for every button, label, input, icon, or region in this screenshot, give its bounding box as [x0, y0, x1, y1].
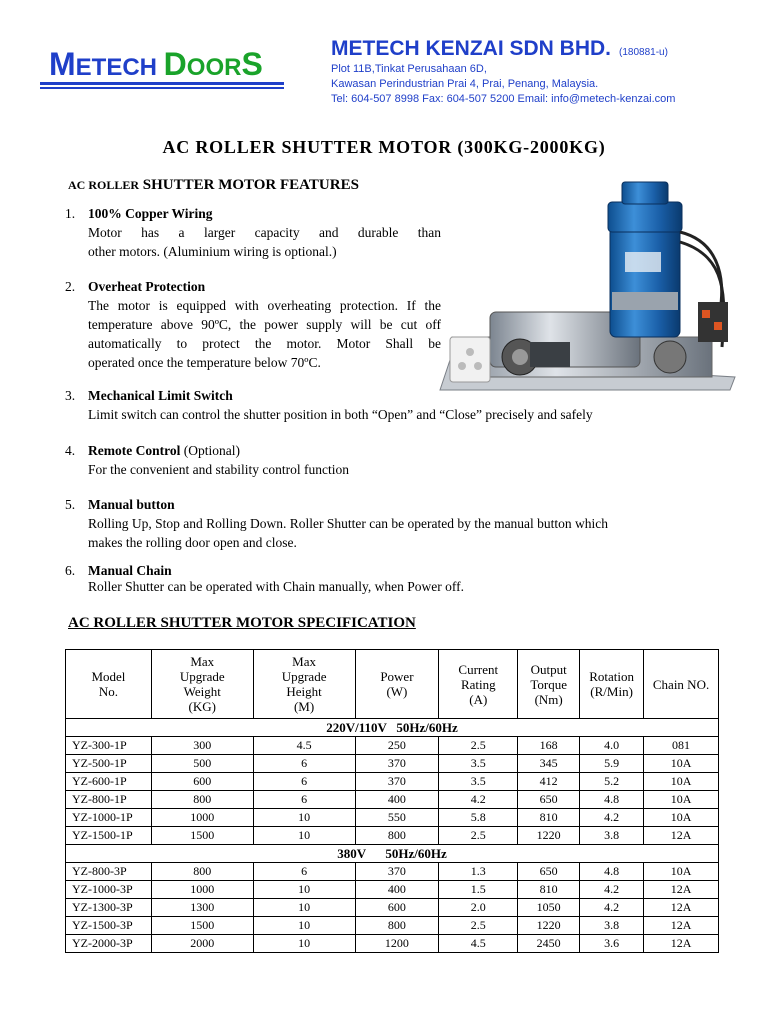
table-cell: 400 — [355, 791, 439, 809]
table-cell: 800 — [355, 917, 439, 935]
table-cell: 6 — [253, 791, 355, 809]
table-cell: 4.2 — [439, 791, 518, 809]
company-name-line — [331, 37, 675, 61]
features-heading-part: AC ROLLER — [68, 178, 140, 192]
table-cell: 10 — [253, 935, 355, 953]
table-cell: 168 — [518, 737, 580, 755]
table-cell: 500 — [151, 755, 253, 773]
table-cell: 3.5 — [439, 773, 518, 791]
table-cell: 600 — [151, 773, 253, 791]
table-cell: 10 — [253, 917, 355, 935]
table-cell: 1500 — [151, 917, 253, 935]
table-row — [66, 917, 719, 935]
table-cell: 10A — [644, 755, 719, 773]
feature-number: 6. — [65, 563, 76, 578]
company-reg-no: (180881-u) — [619, 47, 668, 58]
model-cell: YZ-500-1P — [66, 755, 152, 773]
voltage-group-label: 380V 50Hz/60Hz — [66, 845, 719, 863]
table-cell: 5.2 — [580, 773, 644, 791]
feature-text: operated once the temperature below 70ºC. — [88, 355, 321, 370]
feature-number: 5. — [65, 497, 76, 512]
address-line: Kawasan Perindustrian Prai 4, Prai, Penang, Malaysia. — [331, 78, 599, 90]
column-header: Max Upgrade Height (M) — [253, 650, 355, 719]
table-cell: 10A — [644, 809, 719, 827]
table-cell: 3.6 — [580, 935, 644, 953]
feature-item — [65, 563, 725, 595]
table-row — [66, 827, 719, 845]
table-cell: 1000 — [151, 881, 253, 899]
table-cell: 10A — [644, 773, 719, 791]
table-cell: 1.5 — [439, 881, 518, 899]
table-cell: 081 — [644, 737, 719, 755]
logo-letter: S — [241, 46, 263, 82]
table-cell: 1220 — [518, 827, 580, 845]
feature-item — [65, 441, 725, 479]
voltage-group-label: 220V/110V 50Hz/60Hz — [66, 719, 719, 737]
logo-text: ETECH — [75, 54, 157, 81]
table-cell: 3.8 — [580, 917, 644, 935]
table-cell: 6 — [253, 863, 355, 881]
table-cell: 370 — [355, 863, 439, 881]
feature-item — [65, 204, 441, 261]
table-cell: 10A — [644, 791, 719, 809]
table-cell: 1220 — [518, 917, 580, 935]
table-cell: 2.5 — [439, 917, 518, 935]
table-cell: 2000 — [151, 935, 253, 953]
table-cell: 12A — [644, 881, 719, 899]
feature-title: Mechanical Limit Switch — [88, 388, 233, 403]
table-cell: 810 — [518, 809, 580, 827]
feature-note: (Optional) — [180, 443, 240, 458]
table-row — [66, 755, 719, 773]
table-cell: 10 — [253, 881, 355, 899]
model-cell: YZ-1300-3P — [66, 899, 152, 917]
table-row — [66, 935, 719, 953]
table-cell: 4.8 — [580, 791, 644, 809]
model-cell: YZ-800-3P — [66, 863, 152, 881]
column-header: Chain NO. — [644, 650, 719, 719]
column-header: Power (W) — [355, 650, 439, 719]
table-cell: 300 — [151, 737, 253, 755]
features-heading-part: SHUTTER MOTOR FEATURES — [142, 177, 359, 193]
table-cell: 345 — [518, 755, 580, 773]
table-cell: 4.2 — [580, 809, 644, 827]
table-cell: 4.5 — [253, 737, 355, 755]
table-row — [66, 863, 719, 881]
logo-letter: M — [49, 46, 76, 82]
model-cell: YZ-1000-1P — [66, 809, 152, 827]
logo-text: OOR — [186, 54, 242, 81]
feature-number: 2. — [65, 279, 76, 294]
table-cell: 650 — [518, 863, 580, 881]
feature-text: Limit switch can control the shutter position in both “Open” and “Close” precisely and safely — [88, 407, 593, 422]
feature-item — [65, 277, 441, 372]
table-cell: 12A — [644, 935, 719, 953]
table-cell: 1000 — [151, 809, 253, 827]
table-row — [66, 899, 719, 917]
specification-table — [65, 649, 719, 953]
model-cell: YZ-1000-3P — [66, 881, 152, 899]
table-cell: 370 — [355, 773, 439, 791]
table-cell: 5.9 — [580, 755, 644, 773]
table-cell: 800 — [151, 863, 253, 881]
table-cell: 5.8 — [439, 809, 518, 827]
logo-underline — [40, 82, 284, 89]
table-cell: 10 — [253, 809, 355, 827]
feature-title: Overheat Protection — [88, 279, 206, 294]
table-cell: 4.8 — [580, 863, 644, 881]
model-cell: YZ-1500-3P — [66, 917, 152, 935]
column-header: Current Rating (A) — [439, 650, 518, 719]
table-group-row — [66, 845, 719, 863]
motor-product-photo — [430, 172, 742, 397]
table-cell: 1.3 — [439, 863, 518, 881]
table-header-row — [66, 650, 719, 719]
feature-title: 100% Copper Wiring — [88, 206, 213, 221]
table-cell: 4.2 — [580, 899, 644, 917]
column-header: Max Upgrade Weight (KG) — [151, 650, 253, 719]
table-cell: 2450 — [518, 935, 580, 953]
table-cell: 10A — [644, 863, 719, 881]
table-cell: 12A — [644, 899, 719, 917]
column-header: Rotation (R/Min) — [580, 650, 644, 719]
feature-item — [65, 495, 725, 552]
table-row — [66, 809, 719, 827]
column-header: Model No. — [66, 650, 152, 719]
document-title: AC ROLLER SHUTTER MOTOR (300KG-2000KG) — [162, 137, 606, 157]
table-cell: 10 — [253, 899, 355, 917]
table-body — [66, 719, 719, 953]
company-logo — [49, 48, 263, 80]
table-cell: 800 — [151, 791, 253, 809]
table-cell: 3.8 — [580, 827, 644, 845]
table-cell: 12A — [644, 917, 719, 935]
table-row — [66, 737, 719, 755]
table-cell: 6 — [253, 773, 355, 791]
features-heading — [68, 177, 359, 194]
logo-letter: D — [163, 46, 187, 82]
feature-text: other motors. (Aluminium wiring is optional.) — [88, 244, 337, 259]
specification-heading: AC ROLLER SHUTTER MOTOR SPECIFICATION — [68, 615, 416, 631]
table-row — [66, 881, 719, 899]
model-cell: YZ-800-1P — [66, 791, 152, 809]
table-cell: 800 — [355, 827, 439, 845]
table-cell: 1200 — [355, 935, 439, 953]
table-cell: 1050 — [518, 899, 580, 917]
feature-text: automatically to protect the motor. Motor Shall be — [88, 336, 441, 351]
feature-number: 4. — [65, 443, 76, 458]
table-cell: 4.2 — [580, 881, 644, 899]
feature-text: Rolling Up, Stop and Rolling Down. Roller Shutter can be operated by the manual button which — [88, 516, 609, 531]
model-cell: YZ-300-1P — [66, 737, 152, 755]
table-cell: 3.5 — [439, 755, 518, 773]
table-cell: 2.5 — [439, 737, 518, 755]
table-cell: 12A — [644, 827, 719, 845]
table-cell: 600 — [355, 899, 439, 917]
feature-text: Motor has a larger capacity and durable than — [88, 225, 441, 240]
model-cell: YZ-1500-1P — [66, 827, 152, 845]
feature-title: Manual Chain — [88, 563, 172, 578]
feature-number: 3. — [65, 388, 76, 403]
table-cell: 1500 — [151, 827, 253, 845]
table-cell: 2.0 — [439, 899, 518, 917]
table-cell: 370 — [355, 755, 439, 773]
table-cell: 10 — [253, 827, 355, 845]
feature-text: The motor is equipped with overheating protection. If the — [88, 298, 441, 313]
table-cell: 810 — [518, 881, 580, 899]
table-row — [66, 791, 719, 809]
feature-text: temperature above 90ºC, the power supply will be cut off — [88, 317, 441, 332]
table-cell: 2.5 — [439, 827, 518, 845]
feature-text: For the convenient and stability control function — [88, 462, 349, 477]
feature-title: Manual button — [88, 497, 175, 512]
table-group-row — [66, 719, 719, 737]
model-cell: YZ-600-1P — [66, 773, 152, 791]
table-cell: 550 — [355, 809, 439, 827]
table-row — [66, 773, 719, 791]
table-cell: 1300 — [151, 899, 253, 917]
table-cell: 250 — [355, 737, 439, 755]
address-line: Plot 11B,Tinkat Perusahaan 6D, — [331, 63, 487, 75]
model-cell: YZ-2000-3P — [66, 935, 152, 953]
feature-number: 1. — [65, 206, 76, 221]
feature-text: makes the rolling door open and close. — [88, 535, 297, 550]
table-cell: 400 — [355, 881, 439, 899]
feature-text: Roller Shutter can be operated with Chain manually, when Power off. — [88, 579, 465, 594]
contact-line: Tel: 604-507 8998 Fax: 604-507 5200 Email: info@metech-kenzai.com — [331, 93, 676, 105]
table-cell: 650 — [518, 791, 580, 809]
company-info — [331, 37, 675, 106]
table-cell: 6 — [253, 755, 355, 773]
table-cell: 4.5 — [439, 935, 518, 953]
table-cell: 4.0 — [580, 737, 644, 755]
company-name: METECH KENZAI SDN BHD. — [331, 37, 612, 60]
table-cell: 412 — [518, 773, 580, 791]
column-header: Output Torque (Nm) — [518, 650, 580, 719]
feature-title: Remote Control — [88, 443, 181, 458]
